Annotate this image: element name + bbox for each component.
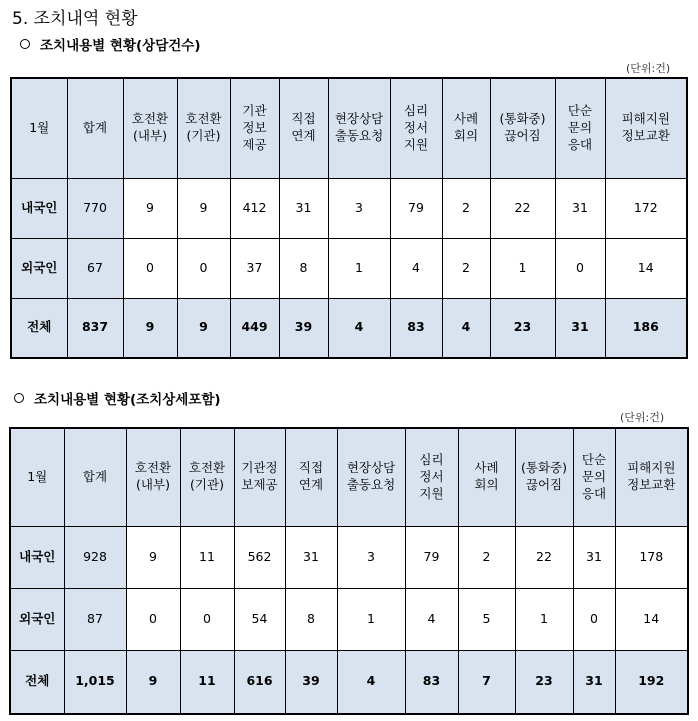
section1-title <box>20 34 201 54</box>
value-cell: 9 <box>123 298 177 358</box>
row-label: 외국인 <box>10 588 64 650</box>
value-cell: 2 <box>442 238 490 298</box>
value-cell: 1 <box>515 588 573 650</box>
header-cell: 심리 정서 지원 <box>405 428 458 526</box>
header-cell: 호전환 (기관) <box>177 78 230 178</box>
sum-cell: 67 <box>67 238 123 298</box>
value-cell: 4 <box>337 650 405 714</box>
sum-cell: 1,015 <box>64 650 126 714</box>
table-row <box>10 526 688 588</box>
header-cell: 직접 연계 <box>279 78 328 178</box>
value-cell: 9 <box>126 526 180 588</box>
value-cell: 4 <box>405 588 458 650</box>
value-cell: 4 <box>442 298 490 358</box>
section2-title <box>14 388 221 408</box>
value-cell: 172 <box>605 178 687 238</box>
value-cell: 4 <box>390 238 442 298</box>
value-cell: 54 <box>234 588 285 650</box>
value-cell: 3 <box>337 526 405 588</box>
header-cell: 기관정 보제공 <box>234 428 285 526</box>
table-row <box>11 238 687 298</box>
circle-bullet-icon <box>20 39 30 49</box>
value-cell: 37 <box>230 238 279 298</box>
value-cell: 9 <box>126 650 180 714</box>
value-cell: 31 <box>285 526 337 588</box>
header-cell: 합계 <box>67 78 123 178</box>
value-cell: 9 <box>123 178 177 238</box>
value-cell: 4 <box>328 298 390 358</box>
value-cell: 1 <box>337 588 405 650</box>
value-cell: 616 <box>234 650 285 714</box>
value-cell: 23 <box>490 298 555 358</box>
value-cell: 412 <box>230 178 279 238</box>
header-cell: 피해지원 정보교환 <box>605 78 687 178</box>
value-cell: 192 <box>615 650 688 714</box>
section1-table <box>10 77 688 359</box>
value-cell: 0 <box>123 238 177 298</box>
value-cell: 79 <box>390 178 442 238</box>
value-cell: 3 <box>328 178 390 238</box>
header-cell: 호전환 (내부) <box>126 428 180 526</box>
section2-title-text: 조치내용별 현황(조치상세포함) <box>34 392 221 408</box>
value-cell: 178 <box>615 526 688 588</box>
value-cell: 5 <box>458 588 515 650</box>
header-cell: 1월 <box>11 78 67 178</box>
header-cell: 1월 <box>10 428 64 526</box>
section1-title-text: 조치내용별 현황(상담건수) <box>40 38 201 54</box>
sum-cell: 928 <box>64 526 126 588</box>
value-cell: 9 <box>177 178 230 238</box>
header-cell: 심리 정서 지원 <box>390 78 442 178</box>
value-cell: 22 <box>515 526 573 588</box>
table-row <box>10 588 688 650</box>
circle-bullet-icon <box>14 393 24 403</box>
header-cell: 단순 문의 응대 <box>573 428 615 526</box>
value-cell: 1 <box>328 238 390 298</box>
value-cell: 31 <box>555 298 605 358</box>
value-cell: 8 <box>279 238 328 298</box>
page-heading: 5. 조치내역 현황 <box>12 9 138 29</box>
value-cell: 31 <box>555 178 605 238</box>
value-cell: 39 <box>285 650 337 714</box>
value-cell: 23 <box>515 650 573 714</box>
sum-cell: 837 <box>67 298 123 358</box>
header-cell: 사례 회의 <box>442 78 490 178</box>
value-cell: 79 <box>405 526 458 588</box>
section1-unit: (단위:건) <box>626 62 671 75</box>
value-cell: 8 <box>285 588 337 650</box>
value-cell: 0 <box>555 238 605 298</box>
total-row <box>11 298 687 358</box>
header-cell: 기관 정보 제공 <box>230 78 279 178</box>
header-cell: 사례 회의 <box>458 428 515 526</box>
header-cell: 호전환 (내부) <box>123 78 177 178</box>
value-cell: 0 <box>177 238 230 298</box>
row-label: 전체 <box>10 650 64 714</box>
value-cell: 9 <box>177 298 230 358</box>
row-label: 내국인 <box>11 178 67 238</box>
total-row <box>10 650 688 714</box>
value-cell: 83 <box>390 298 442 358</box>
row-label: 외국인 <box>11 238 67 298</box>
header-cell: 직접 연계 <box>285 428 337 526</box>
value-cell: 7 <box>458 650 515 714</box>
header-row <box>10 428 688 526</box>
value-cell: 11 <box>180 526 234 588</box>
value-cell: 0 <box>180 588 234 650</box>
header-cell: 호전환 (기관) <box>180 428 234 526</box>
value-cell: 562 <box>234 526 285 588</box>
header-cell: 현장상담 출동요청 <box>337 428 405 526</box>
value-cell: 39 <box>279 298 328 358</box>
value-cell: 31 <box>573 650 615 714</box>
value-cell: 14 <box>615 588 688 650</box>
value-cell: 2 <box>442 178 490 238</box>
header-cell: (통화중) 끊어짐 <box>490 78 555 178</box>
header-cell: 단순 문의 응대 <box>555 78 605 178</box>
value-cell: 31 <box>279 178 328 238</box>
value-cell: 11 <box>180 650 234 714</box>
table-row <box>11 178 687 238</box>
value-cell: 186 <box>605 298 687 358</box>
value-cell: 83 <box>405 650 458 714</box>
value-cell: 1 <box>490 238 555 298</box>
value-cell: 22 <box>490 178 555 238</box>
value-cell: 449 <box>230 298 279 358</box>
value-cell: 0 <box>573 588 615 650</box>
row-label: 전체 <box>11 298 67 358</box>
value-cell: 31 <box>573 526 615 588</box>
header-cell: 합계 <box>64 428 126 526</box>
header-row <box>11 78 687 178</box>
header-cell: 피해지원 정보교환 <box>615 428 688 526</box>
sum-cell: 87 <box>64 588 126 650</box>
header-cell: 현장상담 출동요청 <box>328 78 390 178</box>
header-cell: (통화중) 끊어짐 <box>515 428 573 526</box>
sum-cell: 770 <box>67 178 123 238</box>
section2-table <box>9 427 689 715</box>
row-label: 내국인 <box>10 526 64 588</box>
value-cell: 2 <box>458 526 515 588</box>
value-cell: 0 <box>126 588 180 650</box>
section2-unit: (단위:건) <box>620 411 665 424</box>
value-cell: 14 <box>605 238 687 298</box>
